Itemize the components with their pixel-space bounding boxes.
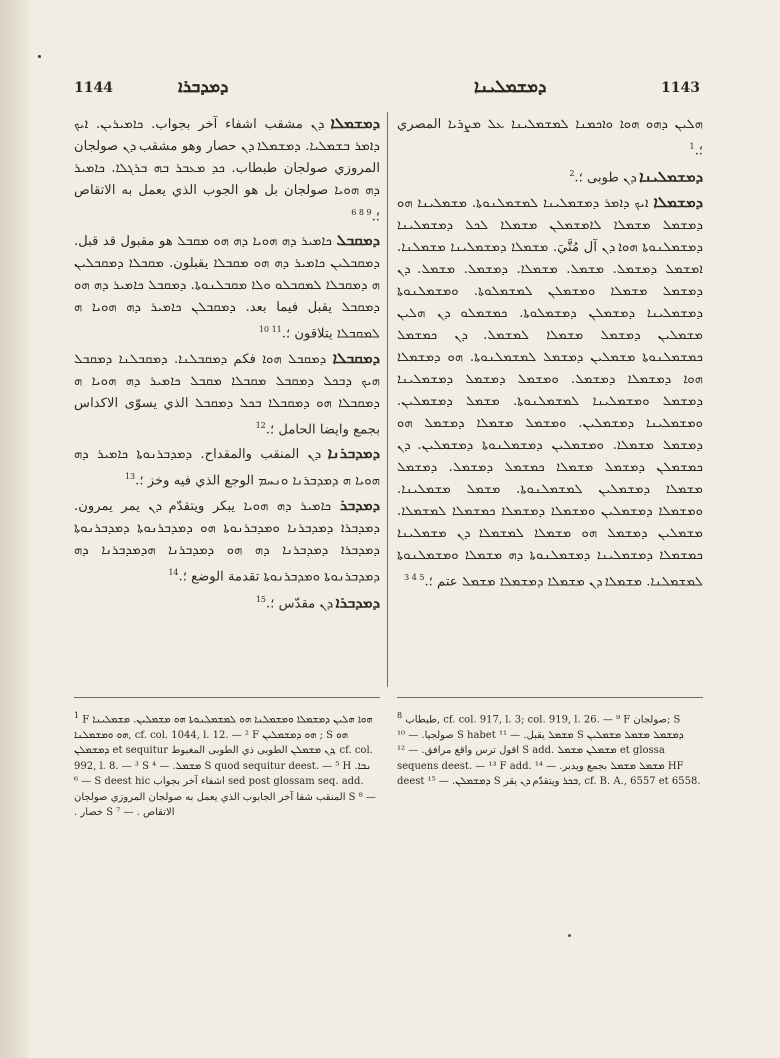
entry-headword: ܕܡܫܡܠܝܢܐ — [639, 167, 703, 186]
note-refs: 6 8 9 — [351, 208, 372, 217]
footnote-rule-left — [74, 697, 380, 698]
note-refs: 12 — [255, 420, 266, 430]
note-refs: 14 — [168, 567, 179, 577]
entry-headword: ܕܡܕܒܪܢܐ — [327, 444, 380, 463]
note-refs: 10 11 — [258, 325, 282, 335]
entry — [74, 347, 380, 441]
ink-speck — [38, 55, 41, 58]
entry-text: ܐܝܟ ܕܐܡܪ ܕܡܫܡܠܝܢܐ ܠܡܫܡܠܢܘܬܐ. ܡܫܡܠܝܢܐ ܗܘ ܕܡܫܡܠ ܡܫܡܠܐ ܠܐܡܫܡܠܢ ܡܫܡܠܐ ܠܟܠ ܕܡܫܡܠܝܢܐ ܕܡܫܡܠܢܘܬܐ ܗܘܐ ܕܢ آل مُتَّيَ. ܡܫܡܠܐ ܕܡܫܡܠܝܢܐ ܡܫܡܠܢܐ. ܐܡܫܡܠ ܕܡܫܡܠ. ܡܫܡܠ. ܡܫܡܠܐ. ܕܡܫܡܠ. ܡܫܡܠ. ܕܢ ܕܡܫܡܠ ܡܫܡܠܐ ܘܡܫܡܠܢ ܠܡܫܡܠܘܬܐ. ܘܡܫܡܠܢܘܬܐ ܕܡܫܡܠܝܢܐ ܕܡܫܡܠܢ ܕܡܫܡܠܘܬܐ. ܟܡܫܡܠܘ ܕܢ ܗܠܝܢ ܡܫܡܠܝܢ ܕܡܫܡܠ ܡܫܡܠܐ ܠܡܫܡܠ. ܕܢ ܟܡܫܡܠ ܟܡܫܡܠܢܘܬܐ ܡܫܡܠܝܢ ܕܡܫܡܠ ܠܡܫܡܠܢܘܬܐ. ܗܘ ܕܡܫܡܠܐ ܗܘܐ ܕܡܫܡܠܐ ܕܡܫܡܠ. ܘܡܫܡܠ ܕܡܫܡܠ ܕܡܫܡܠܝܢܐ ܕܡܫܡܠ ܘܡܫܡܠܝܢܐ ܠܡܫܡܠܢܘܬܐ. ܡܫܡܠ ܕܡܫܡܠܝܢ. ܘܡܫܡܠܝܢܐ ܕܡܫܡܠܝܢ. ܘܡܫܡܠ ܡܫܡܠܐ ܕܡܫܡܠ ܗܘ ܕܡܫܡܠ ܡܫܡܠܐ. ܘܡܫܡܠܝܢ ܕܡܫܡܠܢܘܬܐ ܕܡܫܡܠܝܢ. ܕܢ ܟܡܫܡܠܢ ܕܡܫܡܠ ܡܫܡܠܐ ܟܡܫܡܠ ܕܡܫܡܠ. ܕܡܫܡܠ ܡܫܡܠܐ ܕܡܫܡܠܝܢ ܠܡܫܡܠܢܘܬܐ. ܡܫܡܠ ܡܫܡܠܝܢܐ. ܘܡܫܡܠܐ ܕܡܫܡܠܝܢ ܘܡܫܡܠܐ ܕܡܫܡܠܐ ܟܡܫܡܠܐ ܠܡܫܡܠܐ. ܡܫܡܠܝܢ ܕܡܫܡܠ ܗܘ ܡܫܡܠܐ ܠܡܫܡܠܐ ܕܢ ܡܫܡܠܝܢܐ ܟܡܫܡܠܐ ܕܡܫܡܠܝܢܐ ܕܡܫܡܠܢܘܬܐ ܕܗ ܡܫܡܠܐ ܘܡܫܡܠܢܘܬܐ ܠܡܫܡܠܢܐ. ܡܫܡܠܐ ܕܢ ܡܫܡܠܐ ܕܡܫܡܠܐ ܡܫܡܠ عتم ؛. — [397, 195, 703, 590]
entry-text: ܟܐܡܝܪ ܕܗ ܗܘܝܐ يبكر ويتقدّم ܕܢ يمر يمرون. ܕܡܕܒܪܐ ܕܡܕܒܪܢܐ ܘܡܕܒܪܢܘܬܐ ܗܘ ܕܡܕܒܪܢܘܬܐ ܕܡܕܒܪܢܘܬܐ ܕܡܕܒܪܐ ܕܡܕܒܪܢܐ ܕܗ ܗܘ ܕܡܕܒܪܢܐ ܗܕܡܕܒܪܢܐ ܕܗ ܕܡܕܒܪܢܘܬܐ ܘܡܕܒܪܢܘܬܐ تقدمة الوضع ؛. — [74, 498, 380, 584]
entry-text: ܕܡܩܒܠ ܗܘܐ فكم ܕܡܩܒܠܢܐ. ܕܡܩܒܠܢܐ ܕܡܩܒܠ ܗܝܟ ܕܒܟܠ ܕܡܩܒܠ ܡܩܒܠܐ ܡܩܒܠ ܟܐܡܝܪ ܕܗ ܗܘܝܐ ܗ ܕܡܩܒܠܐ ܗܘ ܕܡܩܒܠܐ ܒܟܠ ܕܡܩܒܠ الذي يسوّى الاكداس بجمع وايضا الحامل ؛. — [74, 351, 380, 438]
running-header — [74, 77, 700, 104]
running-title-left: ܕܡܕܒܪܐ — [178, 77, 229, 97]
footnote-text: F ܗܘܐ ܗܠܝܢ ܕܡܫܡܠܐ ܘܡܫܡܠܢܐ ܗܘ ܠܡܫܡܠܢܘܬܐ ܗܘ ܡܫܡܠܝܢ. ܡܫܡܠܝܢܐ ܗܘ ܘܡܫܡܠܢܐ, cf. col. 1044, l. 12. — ² F ܗܘ ܕܡܫܡܠܝܢ ; S ܗܘ ܕܡܫܡܠܢ et sequitur ܕܢ ܡܫܡܠܢ الطوبى ذي الطوبى المغبوط, cf. col. 992, l. 8. — ³ S ܡܫܡܠ. — ⁴ S quod sequitur deest. — ⁵ H ܢܒܐ. — ⁶ S deest hic اشفاء آخر بجواب sed post glossam seq. add. المنقب شفا آخر الجابوب الذي يعمل به صولجان المروزي صولجان S ⁸ — . خصار S ⁷ — . الاتقاص — [74, 714, 376, 819]
entry-headword: ܕܡܩܒܠܐ — [332, 348, 380, 367]
note-refs: 15 — [255, 594, 266, 604]
footnote — [397, 708, 703, 790]
column-divider — [387, 112, 388, 687]
entry-headword: ܕܡܫܡܠܐ — [653, 192, 703, 211]
entry — [74, 589, 380, 615]
footnote-number: 1 — [74, 711, 80, 720]
entry-text: ܕܢ المنقب والمقداح. ܕܡܕܒܪܢܘܬܐ ܟܐܡܝܪ ܕܗ ܗܘܝܐ ܗ ܕܡܕܒܪܢܐ ܘܢܚܡ الوجع الذي فيه وخز ؛. — [74, 447, 380, 489]
footnotes-left — [74, 708, 380, 821]
footnote — [74, 708, 380, 821]
page-number-left: 1144 — [74, 80, 113, 96]
entry — [397, 163, 703, 189]
entry-headword: ܕܡܫܡܠܐ — [330, 114, 380, 132]
ink-speck — [568, 934, 571, 937]
entry-headword: ܕܡܕܒܪ — [339, 495, 380, 514]
right-column — [397, 112, 703, 594]
entry-text: ܕܢ مشقب اشفاء آخر بجواب. ܟܐܡܝܪܝܢ. ܐܝܟ ܕܐܡܪ ܒܫܡܠܝܐ. ܕܡܫܡܠܐ ܕܢ حصار وهو مشقب ܕܢ صولجان المروزي صولجان طبطاب. ܟܕ ܡܥܒܪ ܒܗ ܒܪܓܠܐ. ܟܐܡܝܪ ܕܗ ܗܘܝܐ صولجان بل هو الجوب الذي يعمل به الاتقاص ؛. — [74, 117, 380, 225]
entry — [397, 191, 703, 593]
entry — [74, 494, 380, 588]
entry-headword: ܕܡܕܒܪܐ — [335, 593, 380, 612]
entry-text: ܕܢ مقدّس ؛. — [266, 596, 332, 612]
entry-text: ܕܢ طوبى ؛. — [574, 170, 635, 186]
note-refs: 2 — [569, 169, 575, 179]
entry-headword: ܕܡܩܒܠ — [336, 231, 381, 250]
note-refs: 13 — [124, 472, 136, 482]
note-refs: 3 4 5 — [404, 572, 425, 582]
footnote-number: 8 — [397, 711, 403, 720]
entry — [74, 112, 380, 228]
footnote-rule-right — [397, 697, 703, 698]
left-column — [74, 112, 380, 616]
footnote-text: طبطاب, cf. col. 917, l. 3; col. 919, l. 26. — ⁹ F صولجان; S صولجيا. — ¹⁰ S habet ܡܫܡܠ يقبل. — ¹¹ S ܕܡܫܡܠ ܡܫܡܠ ܡܫܡܠܝܢ اقول ترس واقع مرافق. — ¹² S add. ܡܫܡܠܢ ܡܫܡܠ et glossa sequens deest. — ¹³ F add. ܡܫܡܠ ܡܫܡܠ بجمع ويدبر. — ¹⁴ HF deest ܕܡܫܡܠܢ. — ¹⁵ S ܒܟܪ ويتقدّم ܕܢ يقر, cf. B. A., 6557 et 6558. — [397, 714, 701, 788]
entry — [74, 229, 380, 345]
entry — [74, 442, 380, 492]
note-refs: 1 — [689, 142, 695, 151]
entry-text: ܗܠܝܢ ܕܗܘ ܗܘܐ ܘܐܟܡܢܐ ܠܡܫܡܠܝܢܐ ܥܠ ܡܨܪܝܐ المصري ؛. — [397, 117, 703, 159]
page-number-right: 1143 — [661, 80, 700, 96]
gutter-shadow — [0, 0, 28, 1058]
entry — [397, 112, 703, 162]
entry-text: ܟܐܡܝܪ ܕܗ ܗܘܝܐ ܕܗ ܗܘ ܡܩܒܠ هو مقبول قد قبل. ܕܡܩܒܠܝܢ ܟܐܡܝܪ ܕܗ ܗܘ ܡܩܒܠܐ يقبلون. ܡܩܒܠܐ ܕܡܩܒܠܝܢ ܗ ܕܡܩܒܠܐ ܠܡܩܒܠܘ ܘܠܐ ܡܩܒܠܢܘܬܐ. ܕܡܩܒܠ ܟܐܡܝܪ ܕܗ ܗܘ ܕܡܩܒܠ يقبل فيما بعد. ܕܡܩܒܠܢ ܟܐܡܝܪ ܕܗ ܗܘܝܐ ܗ ܠܡܩܒܠܐ يتلاقون ؛. — [74, 234, 380, 342]
running-title-right: ܕܡܫܡܠܝܢܐ — [474, 77, 547, 97]
footnotes-right — [397, 708, 703, 790]
